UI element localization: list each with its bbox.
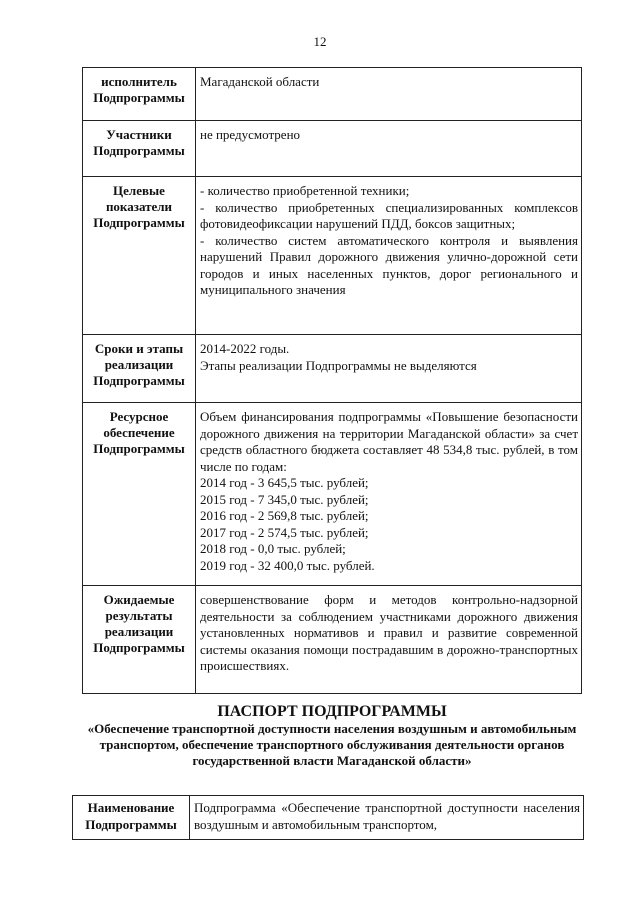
passport-heading (82, 702, 582, 769)
subprogram-name-table (72, 795, 584, 840)
row-value: не предусмотрено (196, 121, 582, 177)
row-label: Ресурсное обеспечение Подпрограммы (83, 403, 196, 586)
table-row (73, 796, 584, 840)
row-value: Магаданской области (196, 68, 582, 121)
row-label: Участники Подпрограммы (83, 121, 196, 177)
row-value: совершенствование форм и методов контрольно-надзорной деятельности за соблюдением участниками дорожного движения установленных нормативов и правил и развитие современной системы оказания помощи пострадавшим в дорожно-транспортных происшествиях. (196, 586, 582, 694)
row-value: 2014-2022 годы. Этапы реализации Подпрограммы не выделяются (196, 335, 582, 403)
page-number: 12 (313, 34, 327, 49)
table-row (83, 68, 582, 121)
table-row (83, 121, 582, 177)
passport-title: ПАСПОРТ ПОДПРОГРАММЫ (217, 703, 447, 720)
passport-subtitle: «Обеспечение транспортной доступности населения воздушным и автомобильным транспортом, обеспечение транспортного обслуживания деятельности органов государственной власти Магаданской области» (87, 721, 577, 768)
row-label: Целевые показатели Подпрограммы (83, 177, 196, 335)
row-label: Сроки и этапы реализации Подпрограммы (83, 335, 196, 403)
row-value: Объем финансирования подпрограммы «Повышение безопасности дорожного движения на территории Магаданской области» за счет средств областного бюджета составляет 48 534,8 тыс. рублей, в том числе по годам: 2014 год - 3 645,5 тыс. рублей; 2015 год - 7 345,0 тыс. рублей; 2016 год - 2 569,8 тыс. рублей; 2017 год - 2 574,5 тыс. рублей; 2018 год - 0,0 тыс. рублей; 2019 год - 32 400,0 тыс. рублей. (196, 403, 582, 586)
row-label: Наименование Подпрограммы (73, 796, 190, 840)
subprogram-passport-table (82, 67, 582, 694)
row-label: Ожидаемые результаты реализации Подпрограммы (83, 586, 196, 694)
row-label: исполнитель Подпрограммы (83, 68, 196, 121)
row-value: Подпрограмма «Обеспечение транспортной доступности населения воздушным и автомобильным транспортом, (190, 796, 584, 840)
table-row (83, 335, 582, 403)
table-row (83, 586, 582, 694)
table-row (83, 177, 582, 335)
table-row (83, 403, 582, 586)
row-value: - количество приобретенной техники; - количество приобретенных специализированных комплексов фотовидеофиксации нарушений ПДД, боксов защитных; - количество систем автоматического контроля и выявления нарушений Правил дорожного движения улично-дорожной сети городов и иных населенных пунктов, дорог регионального и муниципального значения (196, 177, 582, 335)
